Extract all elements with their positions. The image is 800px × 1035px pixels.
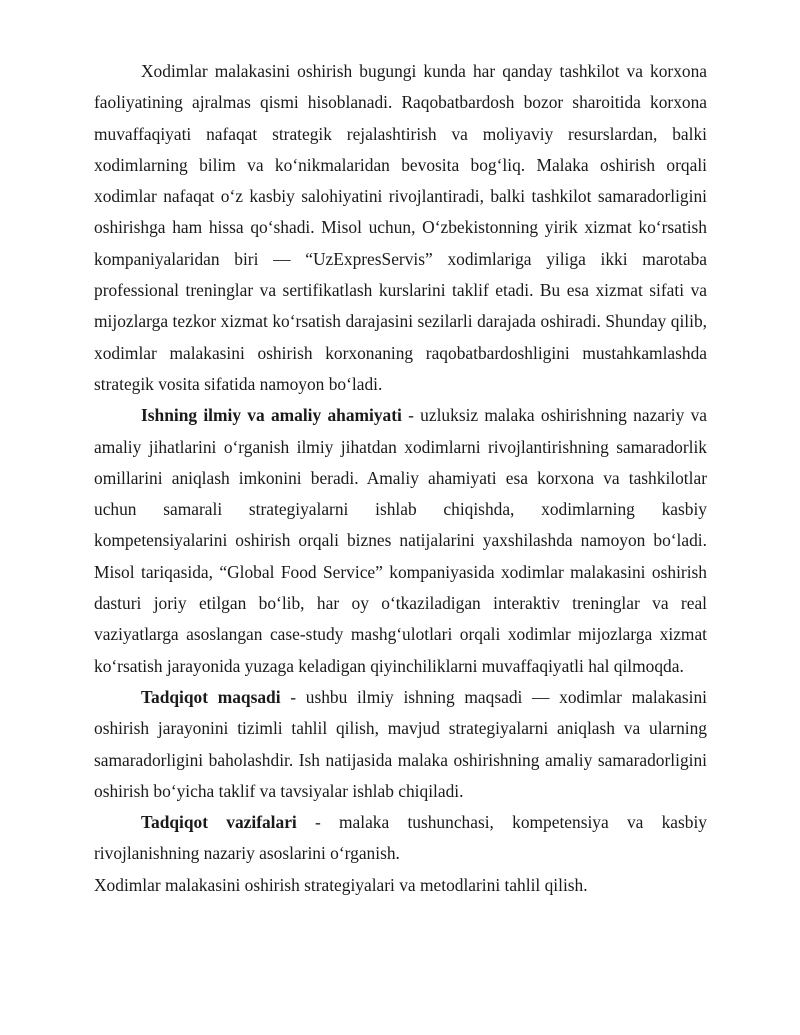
paragraph-task-item xyxy=(94,870,707,901)
paragraph-research-goal xyxy=(94,682,707,807)
paragraph-text: - uzluksiz malaka oshirishning nazariy va amaliy jihatlarini o‘rganish ilmiy jihatdan xodimlarni rivojlantirishning samaradorlik omillarini aniqlash imkonini beradi. Amaliy ahamiyati esa korxona va tashkilotlar uchun samarali strategiyalarni ishlab chiqishda, xodimlarning kasbiy kompetensiyalarini oshirish orqali biznes natijalarini yaxshilashda namoyon bo‘ladi. Misol tariqasida, “Global Food Service” kompaniyasida xodimlar malakasini oshirish dasturi joriy etilgan bo‘lib, har oy o‘tkaziladigan interaktiv treninglar va real vaziyatlarga asoslangan case-study mashg‘ulotlari orqali xodimlar mijozlarga xizmat ko‘rsatish jarayonida yuzaga keladigan qiyinchiliklarni muvaffaqiyatli hal qilmoqda. xyxy=(94,405,708,676)
paragraph-lead-bold: Tadqiqot vazifalari xyxy=(141,812,297,833)
paragraph-research-tasks xyxy=(94,807,707,870)
paragraph-text: Xodimlar malakasini oshirish strategiyalari va metodlarini tahlil qilish. xyxy=(94,874,588,895)
paragraph-lead-bold: Tadqiqot maqsadi xyxy=(141,686,281,707)
document-page xyxy=(94,56,707,901)
paragraph-text: - ushbu ilmiy ishning maqsadi — xodimlar malakasini oshirish jarayonini tizimli tahlil qilish, mavjud strategiyalarni aniqlash va ularning samaradorligini baholashdir. Ish natijasida malaka oshirishning amaliy samaradorligini oshirish bo‘yicha taklif va tavsiyalar ishlab chiqiladi. xyxy=(94,686,707,801)
paragraph-significance xyxy=(94,400,707,682)
paragraph-lead-bold: Ishning ilmiy va amaliy ahamiyati xyxy=(141,405,402,426)
paragraph-text: Xodimlar malakasini oshirish bugungi kunda har qanday tashkilot va korxona faoliyatining ajralmas qismi hisoblanadi. Raqobatbardosh bozor sharoitida korxona muvaffaqiyati nafaqat strategik rejalashtirish va moliyaviy resurslardan, balki xodimlarning bilim va ko‘nikmalaridan bevosita bog‘liq. Malaka oshirish orqali xodimlar nafaqat o‘z kasbiy salohiyatini rivojlantiradi, balki tashkilot samaradorligini oshirishga ham hissa qo‘shadi. Misol uchun, O‘zbekistonning yirik xizmat ko‘rsatish kompaniyalaridan biri — “UzExpresServis” xodimlariga yiliga ikki marotaba professional treninglar va sertifikatlash kurslarini taklif etadi. Bu esa xizmat sifati va mijozlarga tezkor xizmat ko‘rsatish darajasini sezilarli darajada oshiradi. Shunday qilib, xodimlar malakasini oshirish korxonaning raqobatbardoshligini mustahkamlashda strategik vosita sifatida namoyon bo‘ladi. xyxy=(94,61,707,394)
paragraph-text: - malaka tushunchasi, kompetensiya va kasbiy rivojlanishning nazariy asoslarini o‘rganish. xyxy=(94,812,707,864)
paragraph-introduction xyxy=(94,56,707,400)
